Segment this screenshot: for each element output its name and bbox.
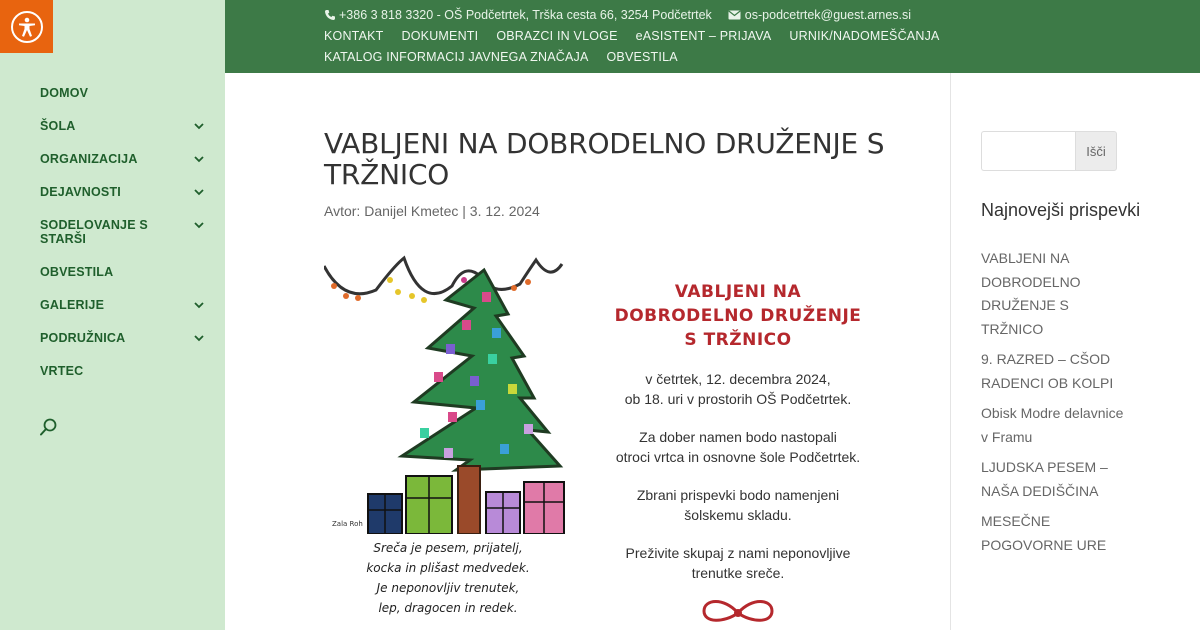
artist-signature: Zala Roh [332,520,363,528]
nav-item-label: ORGANIZACIJA [40,152,138,166]
christmas-tree-illustration [324,252,572,534]
meta-separator: | [458,203,470,219]
menu-link-urnik[interactable]: URNIK/NADOMEŠČANJA [789,29,940,43]
recent-post-link[interactable]: VABLJENI NA DOBRODELNO DRUŽENJE S TRŽNICO [981,250,1081,337]
nav-item-organizacija[interactable] [40,152,210,166]
poster-line: šolskemu skladu. [684,507,792,523]
author-link[interactable]: Danijel Kmetec [364,203,459,219]
chevron-down-icon[interactable] [192,120,206,132]
search-input[interactable] [981,131,1075,171]
nav-item-domov[interactable] [40,86,210,100]
accessibility-icon [11,11,43,43]
poster-title [602,280,874,352]
recent-posts-list [981,247,1131,564]
email-info[interactable] [728,8,911,22]
poem-line: Je neponovljiv trenutek, [376,581,520,595]
nav-item-podruznica[interactable] [40,331,210,345]
contact-info [324,8,911,22]
poem-line: kocka in plišast medvedek. [366,561,530,575]
phone-icon [324,9,336,21]
phone-text: +386 3 818 3320 - OŠ Podčetrtek, Trška cesta 66, 3254 Podčetrtek [339,8,712,22]
accessibility-button[interactable] [0,0,53,53]
chevron-down-icon[interactable] [192,153,206,165]
poem [324,538,572,618]
poem-line: lep, dragocen in redek. [378,601,518,615]
secondary-menu-row-2 [324,50,696,64]
event-poster-image [324,252,884,630]
recent-post-link[interactable]: LJUDSKA PESEM – NAŠA DEDIŠČINA [981,459,1108,499]
search-button[interactable]: Išči [1075,131,1117,171]
poster-line: Za dober namen bodo nastopali [639,429,837,445]
nav-item-galerije[interactable] [40,298,210,312]
recent-posts-title: Najnovejši prispevki [981,200,1141,220]
poem-line: Sreča je pesem, prijatelj, [373,541,523,555]
menu-link-obrazci[interactable]: OBRAZCI IN VLOGE [496,29,618,43]
nav-item-obvestila[interactable] [40,265,210,279]
main-navigation [40,86,210,397]
nav-item-label: VRTEC [40,364,84,378]
nav-item-label: ŠOLA [40,119,76,133]
page-title: VABLJENI NA DOBRODELNO DRUŽENJE S TRŽNICO [324,127,885,191]
poster-line: trenutke sreče. [691,565,785,581]
secondary-menu-row-1 [324,29,958,43]
bow-icon [698,593,778,633]
menu-link-katalog[interactable]: KATALOG INFORMACIJ JAVNEGA ZNAČAJA [324,50,589,64]
poster-line: ob 18. uri v prostorih OŠ Podčetrtek. [624,391,852,407]
poster-title-line: VABLJENI NA [674,282,802,302]
poster-title-line: DOBRODELNO DRUŽENJE [614,306,862,326]
poster-line: Zbrani prispevki bodo namenjeni [636,487,840,503]
recent-post-link[interactable]: Obisk Modre delavnice v Framu [981,405,1124,445]
nav-item-sodelovanje[interactable] [40,218,210,246]
recent-post-link[interactable]: MESEČNE POGOVORNE URE [981,513,1107,553]
chevron-down-icon[interactable] [192,186,206,198]
recent-post-link[interactable]: 9. RAZRED – CŠOD RADENCI OB KOLPI [981,351,1114,391]
left-sidebar [0,0,225,630]
post-date: 3. 12. 2024 [469,203,540,219]
post-meta [324,203,914,219]
menu-link-easistent[interactable]: eASISTENT – PRIJAVA [635,29,772,43]
chevron-down-icon[interactable] [192,332,206,344]
poster-performers [602,427,874,467]
menu-link-dokumenti[interactable]: DOKUMENTI [401,29,479,43]
post-header [324,128,914,219]
nav-item-label: PODRUŽNICA [40,331,126,345]
menu-link-kontakt[interactable]: KONTAKT [324,29,384,43]
nav-item-vrtec[interactable] [40,364,210,378]
poster-line: Preživite skupaj z nami neponovljive [625,545,851,561]
nav-item-sola[interactable] [40,119,210,133]
nav-item-label: DEJAVNOSTI [40,185,121,199]
nav-item-label: SODELOVANJE S STARŠI [40,218,148,246]
meta-prefix: Avtor: [324,203,365,219]
nav-item-dejavnosti[interactable] [40,185,210,199]
poster-title-line: S TRŽNICO [684,330,792,350]
poster-closing [602,543,874,583]
top-header [225,0,1200,73]
poster-line: otroci vrtca in osnovne šole Podčetrtek. [615,449,861,465]
sidebar-search [981,131,1117,171]
chevron-down-icon[interactable] [192,299,206,311]
mail-icon [728,10,741,20]
menu-link-obvestila[interactable]: OBVESTILA [606,50,678,64]
sidebar-divider [950,73,951,630]
poster-donations [602,485,874,525]
poster-line: v četrtek, 12. decembra 2024, [645,371,831,387]
nav-item-label: GALERIJE [40,298,105,312]
chevron-down-icon[interactable] [192,219,206,231]
poster-when [602,369,874,409]
nav-item-label: DOMOV [40,86,89,100]
email-text[interactable]: os-podcetrtek@guest.arnes.si [744,8,912,22]
nav-item-label: OBVESTILA [40,265,114,279]
poster-text [602,252,874,638]
search-icon[interactable] [39,417,59,437]
phone-info [324,8,712,22]
